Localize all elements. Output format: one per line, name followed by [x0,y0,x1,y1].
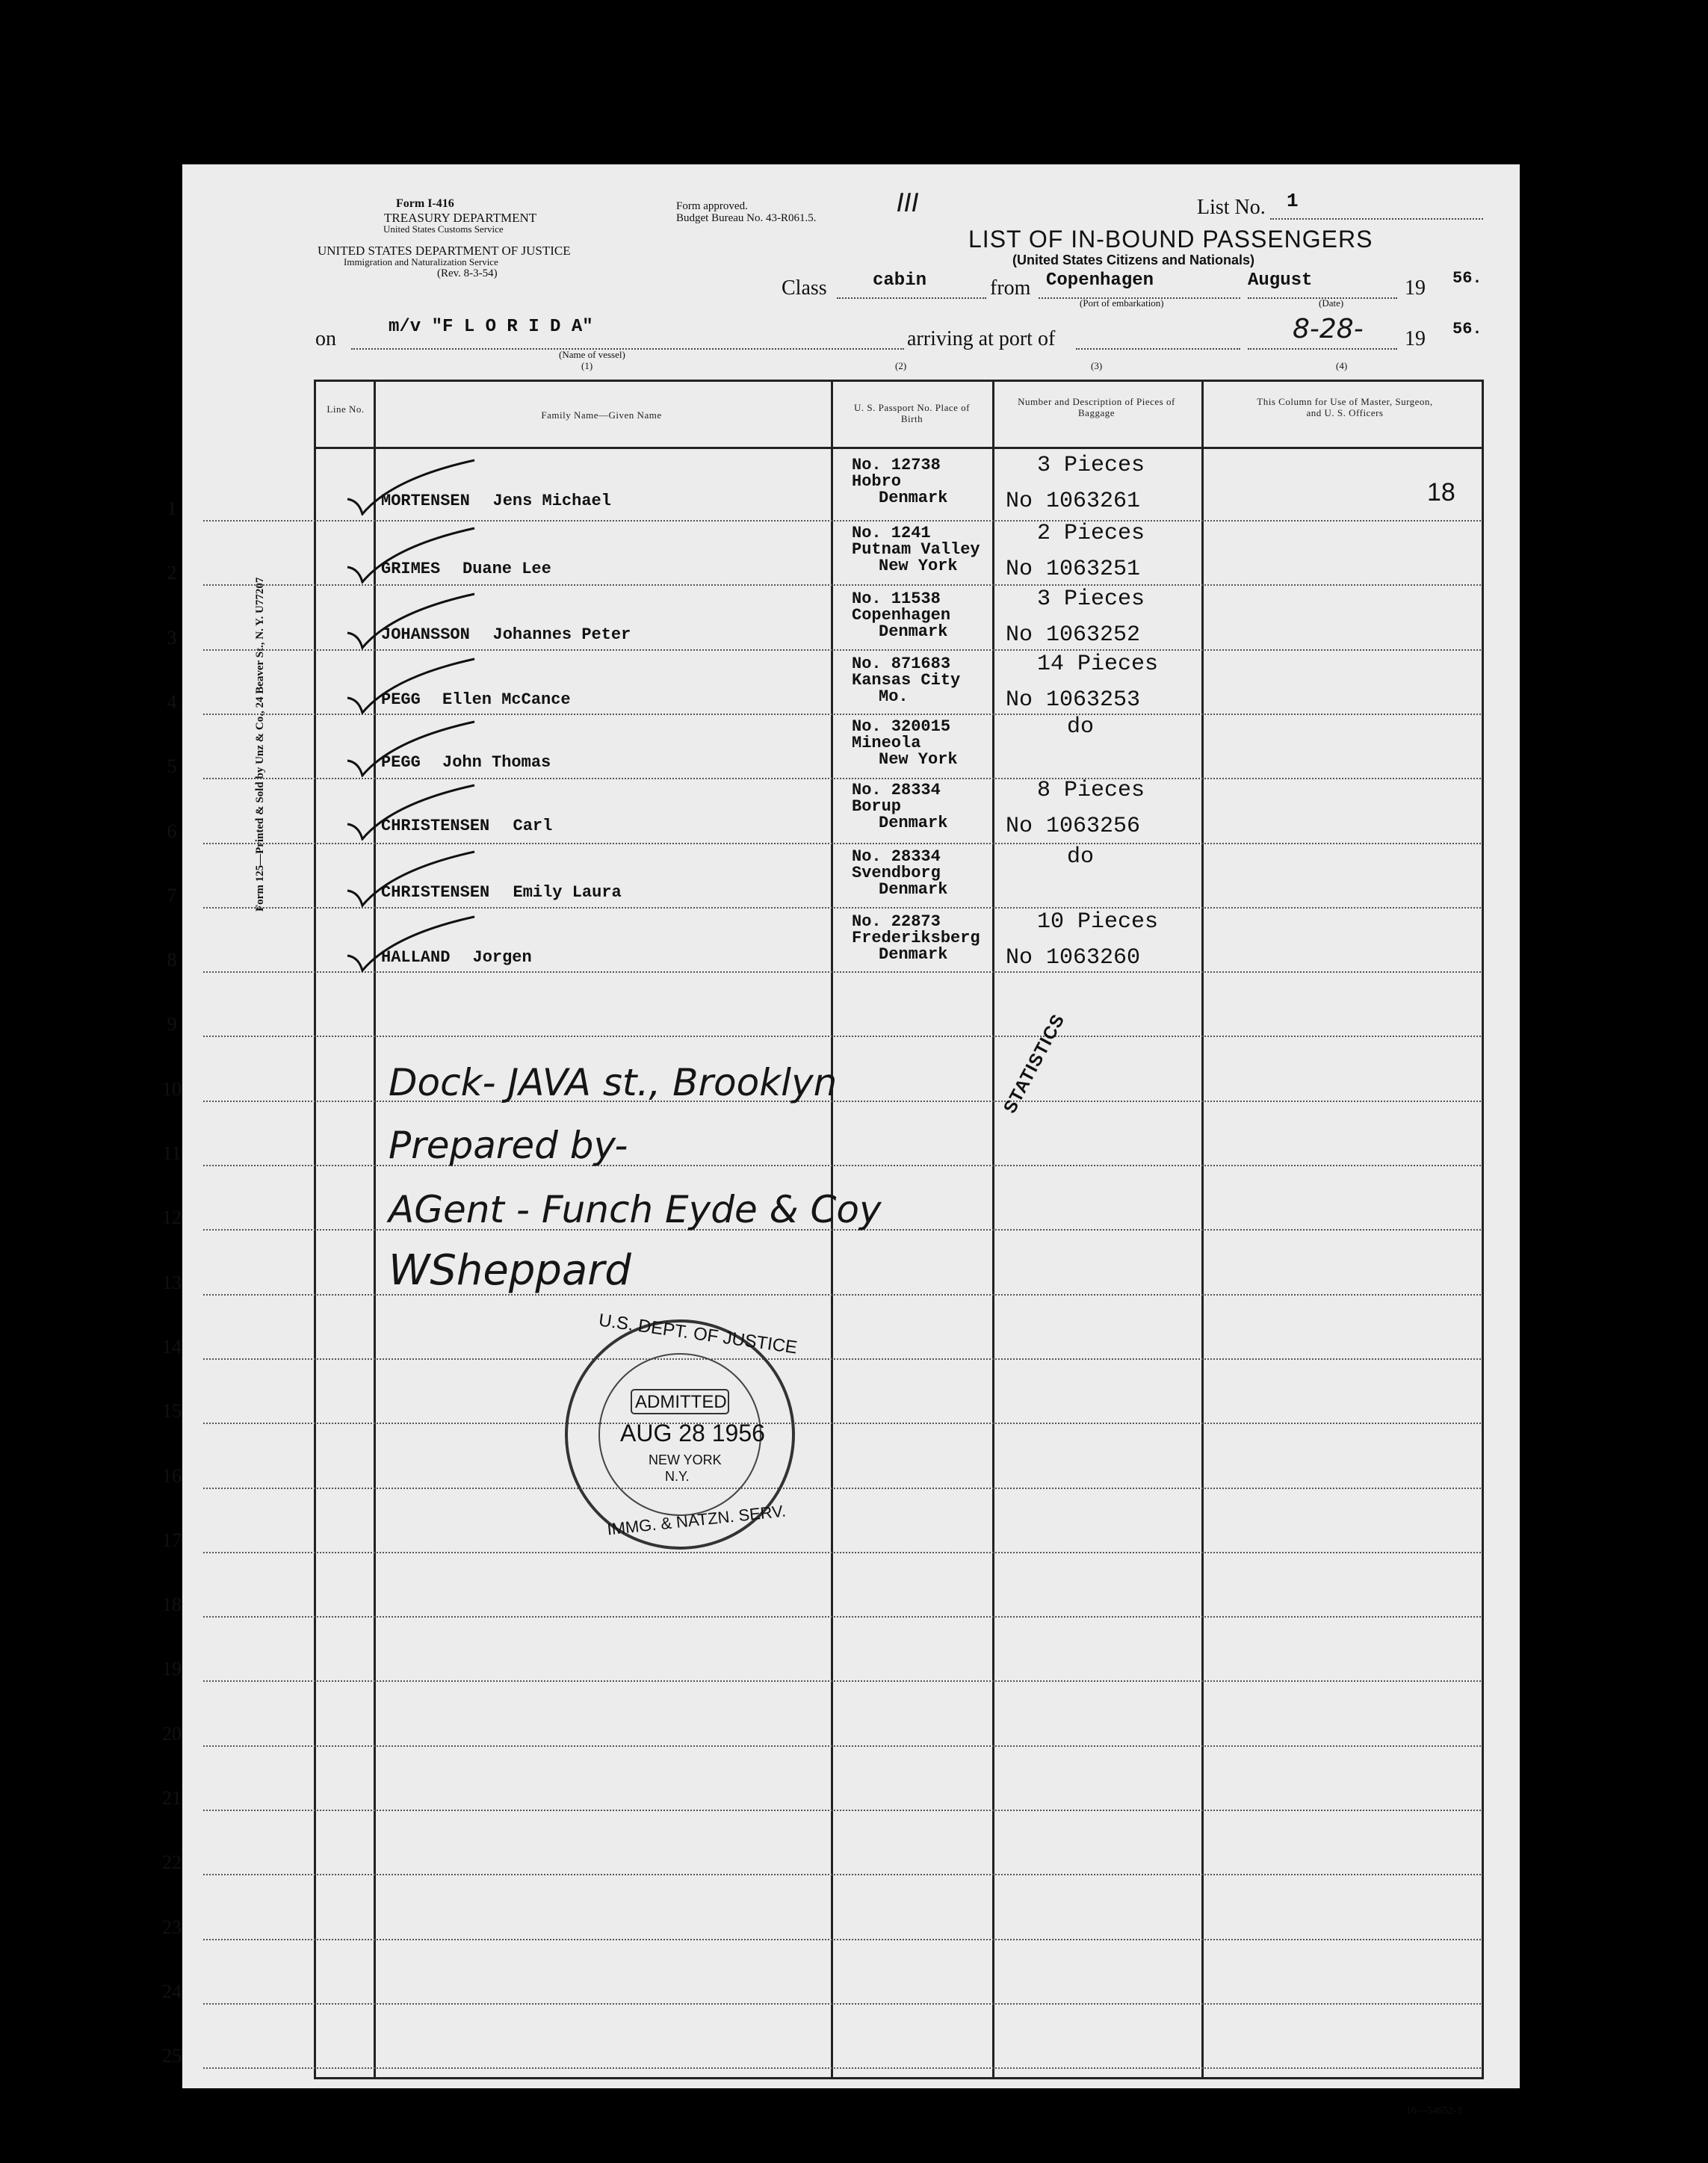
line-number: 10 [162,1077,182,1100]
birth-country: Denmark [879,880,948,899]
embarkation-caption: (Port of embarkation) [1080,297,1164,309]
birth-place: Frederiksberg [852,929,980,947]
stamp-admitted: ADMITTED [635,1392,727,1412]
vessel-line [351,348,904,350]
line-number: 22 [162,1851,182,1874]
row-line [203,778,1481,779]
birth-country: Denmark [879,622,948,641]
admitted-stamp [553,1310,807,1554]
stamp-state: N.Y. [665,1469,690,1484]
port-of-embarkation: Copenhagen [1046,270,1154,291]
row-line [203,1874,1481,1875]
baggage-pieces: 3 Pieces [1037,587,1145,612]
baggage-pieces: 14 Pieces [1037,652,1159,677]
table-top-border [314,380,1484,382]
line-number: 9 [167,1013,177,1036]
passenger-surname: PEGG [381,690,421,709]
vessel-caption: (Name of vessel) [559,349,625,360]
baggage-number: No 1063261 [1006,489,1141,514]
row-line [203,1810,1481,1811]
check-mark-icon [340,912,482,972]
baggage-pieces: 8 Pieces [1037,778,1145,803]
line-number: 13 [162,1271,182,1293]
header-baggage: Number and Description of Pieces of Baggage [1018,396,1175,418]
line-number: 24 [162,1980,182,2002]
line-number: 5 [167,755,177,778]
row-line [203,1036,1481,1037]
form-subtitle: (United States Citizens and Nationals) [1012,253,1255,267]
line-number: 17 [162,1529,182,1551]
passport-number: No. 12738 [852,456,941,474]
check-mark-icon [340,456,482,516]
on-label: on [315,327,336,350]
header-name: Family Name—Given Name [541,409,662,421]
line-number: 21 [162,1787,182,1809]
stamp-date: AUG 28 1956 [620,1420,765,1446]
treasury-dept: TREASURY DEPARTMENT [384,211,537,225]
birth-country: Denmark [879,814,948,832]
table-bottom-border [314,2077,1484,2079]
passenger-surname: PEGG [381,753,421,772]
form-number: Form I-416 [396,197,454,210]
passenger-given-name: Carl [513,817,553,835]
passenger-given-name: Ellen McCance [442,690,571,709]
passenger-given-name: Johannes Peter [492,625,631,644]
check-mark-icon [340,847,482,907]
caption-col1: (1) [581,360,593,371]
table-header-border [314,447,1484,449]
passenger-given-name: Emily Laura [513,883,622,902]
passport-number: No. 11538 [852,590,941,608]
check-mark-icon [340,717,482,777]
from-label: from [990,276,1031,300]
line-number: 6 [167,820,177,842]
class-value: cabin [873,270,927,291]
arrival-year: 56. [1452,320,1482,338]
check-mark-icon [340,781,482,841]
birth-place: Borup [852,797,902,816]
header-line-no: Line No. [327,403,365,415]
handwritten-agent: AGent - Funch Eyde & Coy [389,1188,882,1231]
passport-number: No. 1241 [852,524,931,542]
stamp-top-text: U.S. DEPT. OF JUSTICE [597,1310,799,1358]
class-line [837,297,986,299]
passenger-surname: CHRISTENSEN [381,883,490,902]
ins-service: Immigration and Naturalization Service [344,256,498,267]
passenger-surname: MORTENSEN [381,492,470,510]
passenger-given-name: Jorgen [472,948,532,967]
baggage-number: No 1063252 [1006,622,1141,648]
caption-col4: (4) [1336,360,1348,371]
statistics-stamp: STATISTICS [1000,1010,1069,1117]
form-title: LIST OF IN-BOUND PASSENGERS [968,226,1373,253]
line-number: 2 [167,562,177,584]
check-mark-icon [340,590,482,649]
year-prefix-text: 19 [1405,276,1426,300]
arrival-year-prefix: 19 [1405,327,1426,350]
departure-year: 56. [1452,269,1482,288]
birth-place: Mineola [852,734,921,752]
birth-country: Denmark [879,489,948,507]
year-prefix [1405,276,1426,300]
row-line [203,1616,1481,1618]
vessel-name: m/v "F L O R I D A" [389,317,593,337]
handwritten-prepared: Prepared by- [389,1124,628,1167]
passport-number: No. 871683 [852,655,951,673]
row-line [203,1552,1481,1553]
row-line [203,520,1481,522]
arriving-label: arriving at port of [907,327,1056,350]
birth-place: Svendborg [852,864,941,882]
baggage-number: No 1063251 [1006,557,1141,582]
stamp-bottom-text: IMMG. & NATZN. SERV. [606,1501,788,1539]
row-line [203,1488,1481,1489]
footer-code: 16—54652-3 [1406,2105,1462,2117]
row-line [203,1423,1481,1424]
handwritten-signature: WSheppard [389,1246,631,1295]
punch-hole [1483,96,1497,103]
row-line [203,584,1481,586]
check-mark-icon [340,524,482,584]
row-line [203,1745,1481,1747]
row-line [203,2003,1481,2005]
form-approved: Form approved. [676,200,748,212]
row-line [203,1680,1481,1682]
passenger-surname: GRIMES [381,560,441,578]
birth-place: Putnam Valley [852,540,980,559]
passport-number: No. 22873 [852,912,941,931]
port-line [1076,348,1240,350]
row-line [203,2067,1481,2069]
caption-col2: (2) [895,360,907,371]
revision-date: (Rev. 8-3-54) [437,267,498,279]
baggage-pieces: do [1067,714,1095,740]
line-number: 15 [162,1400,182,1423]
baggage-number: No 1063253 [1006,687,1141,713]
handwritten-dock: Dock- JAVA st., Brooklyn [389,1061,838,1104]
line-number: 19 [162,1658,182,1680]
birth-country: Denmark [879,945,948,964]
birth-country: New York [879,750,958,769]
line-number: 7 [167,884,177,906]
header-passport: U. S. Passport No. Place of Birth [853,402,971,424]
birth-place: Copenhagen [852,606,951,625]
passenger-surname: HALLAND [381,948,451,967]
line-number: 14 [162,1335,182,1358]
header-officers: This Column for Use of Master, Surgeon, and U. S. Officers [1257,396,1433,418]
stamp-city: NEW YORK [649,1452,722,1467]
passenger-given-name: Jens Michael [492,492,611,510]
class-label: Class [782,276,827,300]
line-number: 12 [162,1207,182,1229]
line-number: 18 [162,1594,182,1616]
departure-date: August [1248,270,1313,291]
passport-number: No. 28334 [852,847,941,866]
row-line [203,1358,1481,1360]
list-no-line [1270,218,1483,220]
passenger-surname: CHRISTENSEN [381,817,490,835]
baggage-pieces: 10 Pieces [1037,909,1159,935]
passenger-surname: JOHANSSON [381,625,470,644]
list-label: List No. [1197,196,1266,219]
arrival-date-line [1248,348,1397,350]
printer-imprint: Form 125—Printed & Sold by Unz & Co., 24 Beaver St., N. Y. U77207 [254,577,266,912]
row-line [203,1939,1481,1940]
baggage-pieces: 2 Pieces [1037,521,1145,546]
baggage-pieces: 3 Pieces [1037,453,1145,478]
date-caption: (Date) [1319,297,1344,309]
baggage-pieces: do [1067,844,1095,870]
justice-dept: UNITED STATES DEPARTMENT OF JUSTICE [318,244,571,258]
passenger-given-name: Duane Lee [462,560,551,578]
customs-service: United States Customs Service [383,223,504,235]
row-line [203,843,1481,844]
passport-number: No. 320015 [852,717,951,736]
form-page [182,164,1520,2088]
line-number: 1 [167,498,177,519]
table-right-border [1482,380,1484,2079]
birth-place: Hobro [852,472,902,491]
line-number: 11 [162,1142,182,1164]
line-number: 23 [162,1916,182,1938]
line-number: 8 [167,949,177,971]
line-number: 4 [167,690,177,713]
birth-place: Kansas City [852,671,961,690]
passenger-given-name: John Thomas [442,753,551,772]
baggage-number: No 1063260 [1006,945,1141,971]
handwritten-roman: III [897,188,920,218]
birth-country: New York [879,557,958,575]
line-number: 3 [167,626,177,649]
baggage-number: No 1063256 [1006,814,1141,839]
line-number: 20 [162,1722,182,1745]
row-line [203,907,1481,909]
arrival-date: 8-28- [1293,314,1364,344]
caption-col3: (3) [1091,360,1103,371]
budget-bureau: Budget Bureau No. 43-R061.5. [676,212,817,224]
line-number: 25 [162,2045,182,2067]
line-number: 16 [162,1464,182,1487]
birth-country: Mo. [879,687,909,706]
officer-note: 18 [1427,478,1455,507]
list-number: 1 [1287,190,1299,212]
passport-number: No. 28334 [852,781,941,799]
check-mark-icon [340,655,482,714]
